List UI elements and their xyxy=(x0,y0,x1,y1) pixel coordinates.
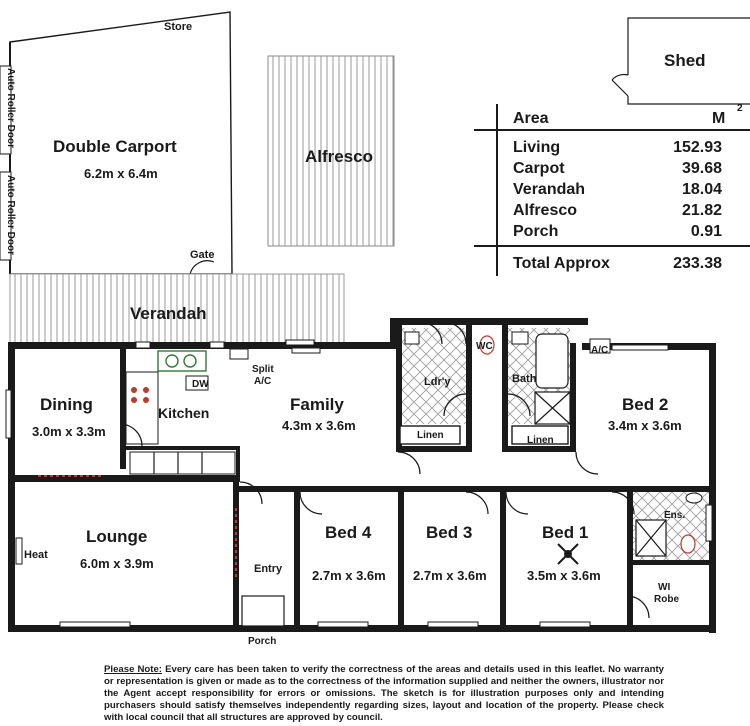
bath-label: Bath xyxy=(512,373,537,385)
entry-label: Entry xyxy=(254,563,283,575)
dining-dim: 3.0m x 3.3m xyxy=(32,424,106,439)
windows xyxy=(6,342,712,627)
disclaimer-heading: Please Note: xyxy=(104,664,162,675)
area-row-name: Living xyxy=(513,139,561,156)
lounge-dim: 6.0m x 3.9m xyxy=(80,556,154,571)
unit-col-header: M xyxy=(712,110,726,127)
ac-label: A/C xyxy=(591,345,609,356)
house-walls xyxy=(8,318,716,633)
area-row-name: Alfresco xyxy=(513,202,578,219)
disclaimer-note xyxy=(104,664,664,724)
alfresco-label: Alfresco xyxy=(305,147,374,166)
porch-label: Porch xyxy=(248,636,277,647)
wi-label-1: WI xyxy=(658,582,671,593)
area-col-header: Area xyxy=(513,110,549,127)
linen-label-2: Linen xyxy=(527,435,554,446)
gate-label: Gate xyxy=(190,249,215,261)
split-ac-label-2: A/C xyxy=(254,376,272,387)
dining-label: Dining xyxy=(40,395,93,414)
auto-roller-door-label-2: Auto Roller Door xyxy=(5,175,16,255)
wc-label: WC xyxy=(476,341,493,352)
area-row-value: 152.93 xyxy=(673,139,722,156)
bed3-dim: 2.7m x 3.6m xyxy=(413,568,487,583)
area-row-name: Verandah xyxy=(513,181,586,198)
total-label: Total Approx xyxy=(513,255,610,272)
ensuite-label: Ens. xyxy=(664,510,686,521)
laundry-label: Ldr'y xyxy=(424,376,451,388)
bed2-dim: 3.4m x 3.6m xyxy=(608,418,682,433)
area-row-value: 21.82 xyxy=(681,202,722,219)
bed1-label: Bed 1 xyxy=(542,523,589,542)
bed3-label: Bed 3 xyxy=(426,523,473,542)
disclaimer-text: Every care has been taken to verify the correctness of the areas and details used in this leaflet. No warranty or representation is given or made as to the correctness of the information supplied and neither the owners, illustrator nor the Agent accept responsibility for errors or omissions. The sketch is for illustration purposes only and intending purchasers should satisfy themselves independently regarding sizes, layout and location of the property. Please check with local council that all structures are approved by council. xyxy=(104,664,664,723)
bed4-dim: 2.7m x 3.6m xyxy=(312,568,386,583)
shed-label: Shed xyxy=(664,51,706,70)
split-ac-label-1: Split xyxy=(252,364,274,375)
auto-roller-door-label-1: Auto Roller Door xyxy=(5,68,16,148)
area-row-value: 39.68 xyxy=(681,160,722,177)
area-row-name: Porch xyxy=(513,223,559,240)
double-carport-dim: 6.2m x 6.4m xyxy=(84,166,158,181)
wi-label-2: Robe xyxy=(654,594,679,605)
linen-label-1: Linen xyxy=(417,430,444,441)
ceiling-fan-hub-icon xyxy=(564,550,572,558)
bed4-label: Bed 4 xyxy=(325,523,372,542)
area-row-name: Carpot xyxy=(513,160,565,177)
store-label: Store xyxy=(164,21,193,33)
total-value: 233.38 xyxy=(673,255,722,272)
porch xyxy=(242,596,284,626)
kitchen-label: Kitchen xyxy=(158,405,210,421)
bed2-label: Bed 2 xyxy=(622,395,669,414)
lounge-label: Lounge xyxy=(86,527,148,546)
family-label: Family xyxy=(290,395,344,414)
dw-label: DW xyxy=(192,379,209,390)
verandah-label: Verandah xyxy=(130,304,207,323)
bed1-dim: 3.5m x 3.6m xyxy=(527,568,601,583)
heat-label: Heat xyxy=(24,549,48,561)
unit-col-sup: 2 xyxy=(737,103,743,114)
area-row-value: 0.91 xyxy=(690,223,722,240)
area-row-value: 18.04 xyxy=(681,181,722,198)
family-dim: 4.3m x 3.6m xyxy=(282,418,356,433)
double-carport-label: Double Carport xyxy=(53,137,177,156)
